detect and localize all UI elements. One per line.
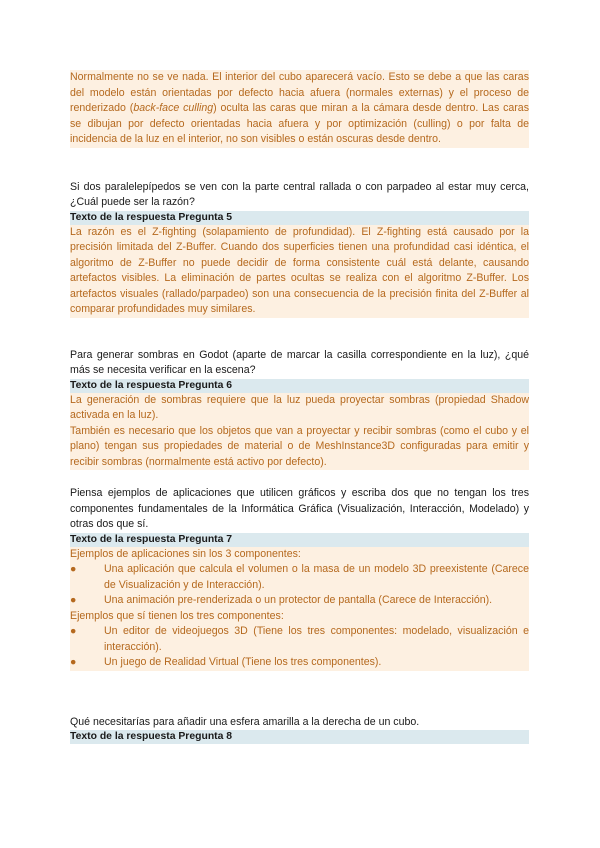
answer-6[interactable] bbox=[70, 393, 529, 471]
answer-5[interactable] bbox=[70, 225, 529, 318]
list-item-text: Una animación pre-renderizada o un protector de pantalla (Carece de Interacción). bbox=[104, 594, 493, 606]
list-item bbox=[70, 593, 529, 609]
answer-4-part2: ) oculta las caras que miran a la cámara desde dentro. Las caras se dibujan por defecto orientadas hacia afuera y por optimización (culling) o por falta de incidencia de la luz en el interior, no son visibles o están oscuras desde dentro. bbox=[70, 102, 529, 145]
answer-6-para1: La generación de sombras requiere que la luz pueda proyectar sombras (propiedad Shadow activada en la luz). bbox=[70, 393, 529, 421]
list-item bbox=[70, 655, 529, 671]
answer-5-text: La razón es el Z-fighting (solapamiento de profundidad). El Z-fighting está causado por la precisión limitada del Z-Buffer. Cuando dos superficies tienen una profundidad casi idéntica, el algoritmo de Z-Buffer no puede decidir de forma consistente cuál está delante, causando artefactos visibles. La eliminación de partes ocultas se realiza con el algoritmo Z-Buffer. Los artefactos visuales (rallado/parpadeo) son una consecuencia de la precisión finita del Z-Buffer al comparar profundidades muy similares. bbox=[70, 225, 529, 315]
bullet-icon: ● bbox=[70, 625, 77, 637]
answer-7-intro-without: Ejemplos de aplicaciones sin los 3 componentes: bbox=[70, 547, 301, 560]
bullet-icon: ● bbox=[70, 563, 77, 575]
answer-header-6: Texto de la respuesta Pregunta 6 bbox=[70, 379, 529, 393]
answer-header-5: Texto de la respuesta Pregunta 5 bbox=[70, 211, 529, 225]
answer-4 bbox=[70, 70, 529, 148]
list-item-text: Una aplicación que calcula el volumen o la masa de un modelo 3D preexistente (Carece de Visualización y de Interacción). bbox=[104, 563, 529, 591]
list-item bbox=[70, 624, 529, 655]
list-item bbox=[70, 562, 529, 593]
question-8: Qué necesitarías para añadir una esfera amarilla a la derecha de un cubo. bbox=[70, 715, 420, 728]
question-6: Para generar sombras en Godot (aparte de marcar la casilla correspondiente en la luz), ¿qué más se necesita verificar en la escena? bbox=[70, 348, 529, 376]
answer-7[interactable] bbox=[70, 547, 529, 671]
question-7: Piensa ejemplos de aplicaciones que utilicen gráficos y escriba dos que no tengan los tres componentes fundamentales de la Informática Gráfica (Visualización, Interacción, Modelado) y otras dos que sí. bbox=[70, 487, 529, 530]
bullet-icon: ● bbox=[70, 594, 77, 606]
answer-6-para2: También es necesario que los objetos que van a proyectar y recibir sombras (como el cubo y el plano) tengan sus propiedades de material o de MeshInstance3D configuradas para emitir y recibir sombras (normalmente está activo por defecto). bbox=[70, 424, 529, 468]
answer-header-7: Texto de la respuesta Pregunta 7 bbox=[70, 533, 529, 547]
list-item-text: Un juego de Realidad Virtual (Tiene los tres componentes). bbox=[104, 656, 382, 668]
answer-7-intro-with: Ejemplos que sí tienen los tres componentes: bbox=[70, 609, 284, 622]
bullet-icon: ● bbox=[70, 656, 77, 668]
answer-4-part1: Normalmente no se ve nada. El interior del cubo aparecerá vacío. Esto se debe a que las caras del modelo están orientadas por defecto hacia afuera (normales externas) y el proceso de renderizado ( bbox=[70, 71, 529, 114]
answer-4-text bbox=[70, 70, 529, 148]
answer-4-italic: back-face culling bbox=[133, 102, 214, 114]
list-item-text: Un editor de videojuegos 3D (Tiene los tres componentes: modelado, visualización e interacción). bbox=[104, 625, 529, 653]
question-5: Si dos paralelepípedos se ven con la parte central rallada o con parpadeo al estar muy cerca, ¿Cuál puede ser la razón? bbox=[70, 180, 529, 208]
answer-header-8: Texto de la respuesta Pregunta 8 bbox=[70, 730, 529, 744]
document-page bbox=[70, 70, 529, 744]
